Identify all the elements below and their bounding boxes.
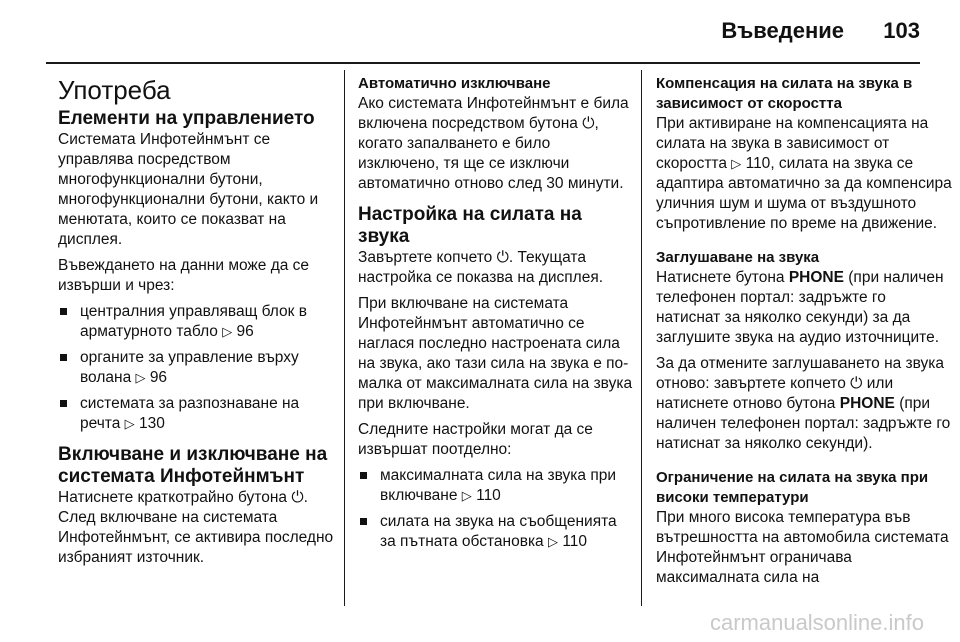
list-item: централния управляващ блок в арматурното табло ▷ 96 (58, 302, 336, 342)
controls-heading: Елементи на управлението (58, 108, 315, 129)
bullet-icon (60, 308, 67, 315)
column-1 (58, 74, 336, 574)
power-icon: ⏻ (496, 249, 509, 266)
page-reference-icon: ▷ (222, 324, 233, 339)
power-heading: Включване и изключване на системата Инфотейнмънт (58, 444, 328, 487)
column-3 (656, 74, 952, 594)
page-number: 103 (883, 18, 920, 43)
auto-off-heading: Автоматично изключване (358, 75, 551, 92)
unmute-paragraph: За да отмените заглушаването на звука отново: завъртете копчето ⏻ или натиснете отново бутона PHONE (при наличен телефонен портал: задръжте го натиснат за няколко секунди). (656, 355, 951, 452)
volume-paragraph: Завъртете копчето ⏻. Текущата настройка се показва на дисплея. (358, 249, 604, 286)
phone-button-label: PHONE (788, 269, 844, 286)
page-reference-link[interactable]: 96 (236, 323, 254, 340)
input-methods-list (58, 302, 336, 434)
page-reference-link[interactable]: 110 (745, 155, 771, 172)
input-paragraph: Въвеждането на данни може да се извърши и чрез: (58, 257, 310, 294)
bullet-icon (60, 400, 67, 407)
page-reference-link[interactable]: 130 (138, 415, 165, 432)
power-paragraph: Натиснете краткотрайно бутона ⏻. След включване на системата Инфотейнмънт, се активира последно избраният източник. (58, 489, 334, 566)
list-item: системата за разпознаване на речта ▷ 130 (58, 394, 336, 434)
page-reference-icon: ▷ (731, 156, 742, 171)
power-icon: ⏻ (291, 489, 304, 506)
page-reference-icon: ▷ (461, 488, 472, 503)
page-reference-icon: ▷ (548, 534, 558, 549)
bullet-icon (60, 354, 67, 361)
watermark: carmanualsonline.info (709, 610, 924, 635)
controls-paragraph: Системата Инфотейнмънт се управлява посредством многофункционални бутони, многофункционални бутони, както и менютата, които се показват на дисплея. (58, 131, 319, 248)
list-item: максималната сила на звука при включване ▷ 110 (358, 466, 634, 506)
power-icon: ⏻ (850, 375, 863, 392)
speed-compensation-paragraph: При активиране на компенсацията на силата на звука в зависимост от скоростта ▷ 110, силата на звука се адаптира автоматично за да компенсира уличния шум и шума от въздушното съпротивление по време на движение. (656, 115, 952, 232)
bullet-icon (360, 472, 367, 479)
page-reference-icon: ▷ (135, 370, 146, 385)
temperature-limit-heading: Ограничение на силата на звука при високи температури (656, 469, 929, 506)
settings-paragraph: Следните настройки могат да се извършат поотделно: (358, 421, 593, 458)
mute-heading: Заглушаване на звука (656, 249, 820, 266)
power-icon: ⏻ (582, 115, 595, 132)
page-reference-link[interactable]: 110 (562, 533, 588, 550)
column-2 (358, 74, 634, 562)
speed-compensation-heading: Компенсация на силата на звука в зависимост от скоростта (656, 75, 913, 112)
bullet-icon (360, 518, 367, 525)
list-item: органите за управление върху волана ▷ 96 (58, 348, 336, 388)
startup-volume-paragraph: При включване на системата Инфотейнмънт автоматично се наглася последно настроената сила на звука, ако тази сила на звука е по-малка от максималната сила на звука при включване. (358, 295, 633, 412)
temperature-limit-paragraph: При много висока температура във вътрешността на автомобила системата Инфотейнмънт ограничава максималната сила на (656, 509, 949, 586)
phone-button-label: PHONE (839, 395, 895, 412)
section-title: Употреба (58, 75, 171, 105)
header-title: Въведение (721, 18, 844, 43)
page-reference-link[interactable]: 96 (149, 369, 168, 386)
page-reference-link[interactable]: 110 (476, 487, 501, 504)
volume-heading: Настройка на силата на звука (358, 204, 582, 247)
volume-settings-list (358, 466, 634, 552)
auto-off-paragraph: Ако системата Инфотейнмънт е била включена посредством бутона ⏻, когато запалването е било изключено, тя ще се изключи автоматично отново след 30 минути. (358, 95, 629, 192)
mute-paragraph: Натиснете бутона PHONE (при наличен телефонен портал: задръжте го натиснат за няколко секунди) за да заглушите звука на аудио източниците. (656, 269, 944, 346)
column-divider-1 (344, 70, 345, 606)
header-rule (46, 62, 920, 64)
column-divider-2 (641, 70, 642, 606)
list-item: силата на звука на съобщенията за пътната обстановка ▷ 110 (358, 512, 634, 552)
page-reference-icon: ▷ (124, 416, 135, 431)
